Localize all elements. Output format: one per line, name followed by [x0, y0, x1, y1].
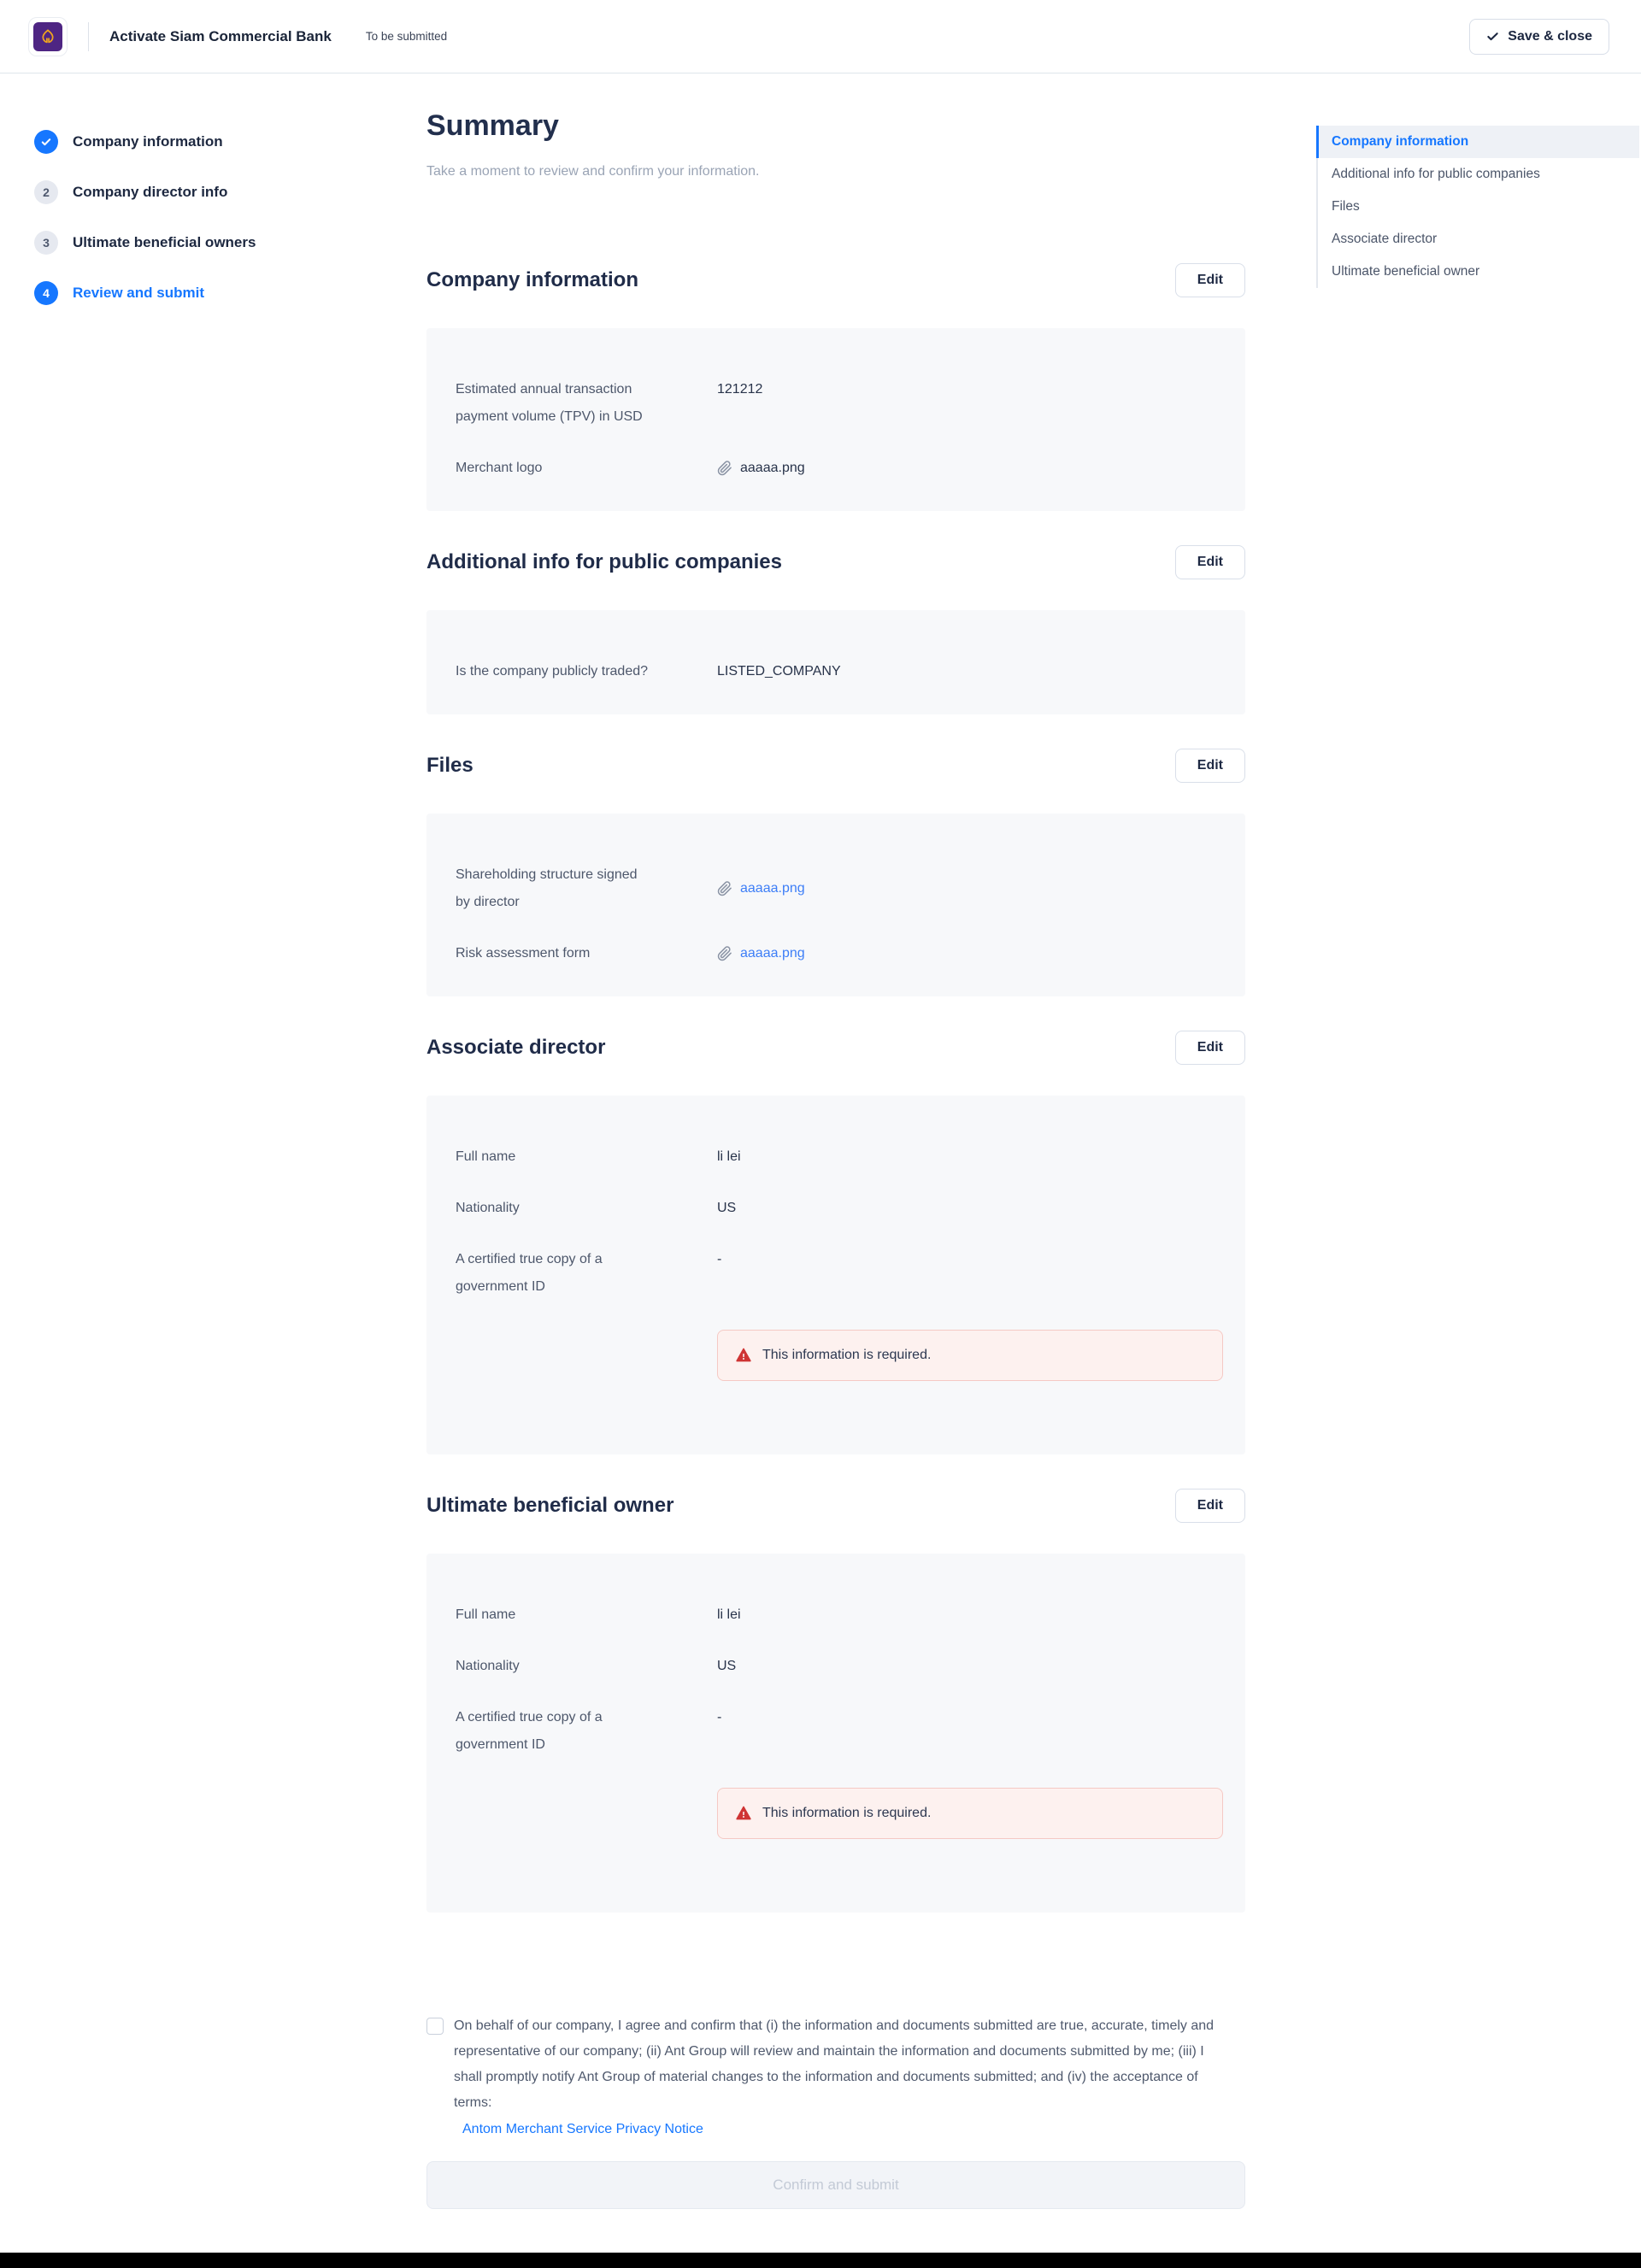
edit-ultimate-beneficial-owner-button[interactable]: Edit — [1175, 1489, 1245, 1523]
row-label: Is the company publicly traded? — [456, 664, 649, 679]
save-and-close-button[interactable] — [1469, 19, 1609, 55]
step-label: Ultimate beneficial owners — [73, 234, 256, 250]
row-label: Nationality — [456, 1201, 520, 1215]
row-value: - — [717, 1252, 722, 1266]
page-header-title: Activate Siam Commercial Bank — [109, 27, 332, 44]
step-company-information[interactable] — [34, 130, 256, 154]
row-value: li lei — [717, 1607, 741, 1622]
section-title: Company information — [426, 268, 639, 291]
bottom-black-bar — [0, 2253, 1641, 2268]
row-value: - — [717, 1710, 722, 1725]
row-value — [717, 455, 805, 482]
check-icon — [1486, 30, 1499, 43]
step-label: Review and submit — [73, 285, 204, 301]
row-value: LISTED_COMPANY — [717, 664, 841, 679]
row-value: US — [717, 1659, 737, 1673]
anchor-nav — [1316, 126, 1639, 288]
privacy-notice-link[interactable]: Antom Merchant Service Privacy Notice — [462, 2122, 703, 2136]
step-number-badge: 3 — [34, 231, 58, 255]
row-government-id — [456, 1246, 1216, 1301]
edit-associate-director-button[interactable]: Edit — [1175, 1031, 1245, 1065]
anchor-ultimate-beneficial-owner[interactable]: Ultimate beneficial owner — [1332, 264, 1480, 279]
section-additional-info — [426, 545, 1245, 714]
section-files — [426, 749, 1245, 996]
row-label: Estimated annual transaction payment volume (TPV) in USD — [456, 382, 643, 424]
files-card — [426, 814, 1245, 996]
step-done-check-icon — [34, 130, 58, 154]
paperclip-icon — [717, 461, 732, 476]
step-number-badge: 4 — [34, 281, 58, 305]
bank-logo — [28, 17, 68, 56]
top-bar — [0, 0, 1641, 73]
warning-icon — [735, 1805, 752, 1822]
step-label: Company director info — [73, 184, 228, 200]
warning-icon — [735, 1347, 752, 1364]
file-name: aaaaa.png — [740, 461, 805, 475]
section-title: Associate director — [426, 1036, 606, 1059]
row-nationality — [456, 1195, 1216, 1222]
additional-info-card — [426, 610, 1245, 714]
row-label: A certified true copy of a government ID — [456, 1252, 603, 1294]
edit-additional-info-button[interactable]: Edit — [1175, 545, 1245, 579]
step-company-director-info[interactable] — [34, 180, 256, 204]
shareholding-file-link[interactable]: aaaaa.png — [740, 881, 805, 896]
row-label: Merchant logo — [456, 461, 543, 475]
row-shareholding-structure — [456, 861, 1216, 916]
anchor-company-information[interactable]: Company information — [1318, 126, 1639, 158]
paperclip-icon — [717, 946, 732, 961]
save-and-close-label: Save & close — [1508, 28, 1592, 44]
steps-sidebar — [34, 130, 256, 332]
scb-logo-icon — [33, 22, 62, 51]
risk-assessment-file-link[interactable]: aaaaa.png — [740, 946, 805, 961]
section-company-information — [426, 263, 1245, 511]
row-label: Nationality — [456, 1659, 520, 1673]
anchor-files[interactable]: Files — [1332, 199, 1360, 214]
section-ultimate-beneficial-owner — [426, 1489, 1245, 1913]
anchor-additional-info[interactable]: Additional info for public companies — [1332, 167, 1540, 181]
row-value: li lei — [717, 1149, 741, 1164]
required-info-alert — [717, 1330, 1223, 1381]
agreement-text: On behalf of our company, I agree and confirm that (i) the information and documents submitted are true, accurate, timely and representative of our company; (ii) Ant Group will review and maintain the information and documents submitted by me; (iii) I shall promptly notify Ant Group of material changes to the information and documents submitted; and (iv) the acceptance of terms: — [454, 2018, 1215, 2110]
page-subtitle: Take a moment to review and confirm your information. — [426, 164, 760, 179]
section-title: Additional info for public companies — [426, 550, 783, 573]
agreement-checkbox[interactable] — [426, 2018, 444, 2035]
paperclip-icon — [717, 881, 732, 896]
edit-company-information-button[interactable]: Edit — [1175, 263, 1245, 297]
row-government-id — [456, 1704, 1216, 1759]
associate-director-card — [426, 1096, 1245, 1454]
summary-content — [426, 108, 1245, 2209]
row-label: Full name — [456, 1607, 516, 1622]
row-value — [717, 940, 805, 967]
row-value: 121212 — [717, 382, 763, 397]
step-ultimate-beneficial-owners[interactable] — [34, 231, 256, 255]
section-associate-director — [426, 1031, 1245, 1454]
alert-text: This information is required. — [762, 1806, 932, 1820]
required-info-alert — [717, 1788, 1223, 1839]
edit-files-button[interactable]: Edit — [1175, 749, 1245, 783]
row-nationality — [456, 1653, 1216, 1680]
row-label: A certified true copy of a government ID — [456, 1710, 603, 1752]
agreement-footer — [426, 2013, 1245, 2209]
status-badge: To be submitted — [365, 30, 448, 43]
row-label: Full name — [456, 1149, 516, 1164]
header-divider — [88, 22, 89, 51]
row-merchant-logo — [456, 455, 1216, 482]
row-value — [717, 861, 805, 916]
row-full-name — [456, 1143, 1216, 1171]
step-review-and-submit[interactable] — [34, 281, 256, 305]
anchor-associate-director[interactable]: Associate director — [1332, 232, 1438, 246]
row-label: Shareholding structure signed by director — [456, 867, 638, 909]
row-publicly-traded — [456, 658, 1216, 685]
agreement-text-block — [454, 2013, 1232, 2142]
step-label: Company information — [73, 133, 223, 150]
alert-text: This information is required. — [762, 1348, 932, 1362]
ultimate-beneficial-owner-card — [426, 1554, 1245, 1913]
row-label: Risk assessment form — [456, 946, 591, 961]
confirm-and-submit-button[interactable]: Confirm and submit — [426, 2161, 1245, 2209]
row-estimated-tpv — [456, 376, 1216, 431]
company-information-card — [426, 328, 1245, 511]
section-title: Files — [426, 754, 473, 777]
row-full-name — [456, 1601, 1216, 1629]
row-value: US — [717, 1201, 737, 1215]
page-title: Summary — [426, 109, 559, 142]
step-number-badge: 2 — [34, 180, 58, 204]
row-risk-assessment — [456, 940, 1216, 967]
section-title: Ultimate beneficial owner — [426, 1494, 674, 1517]
